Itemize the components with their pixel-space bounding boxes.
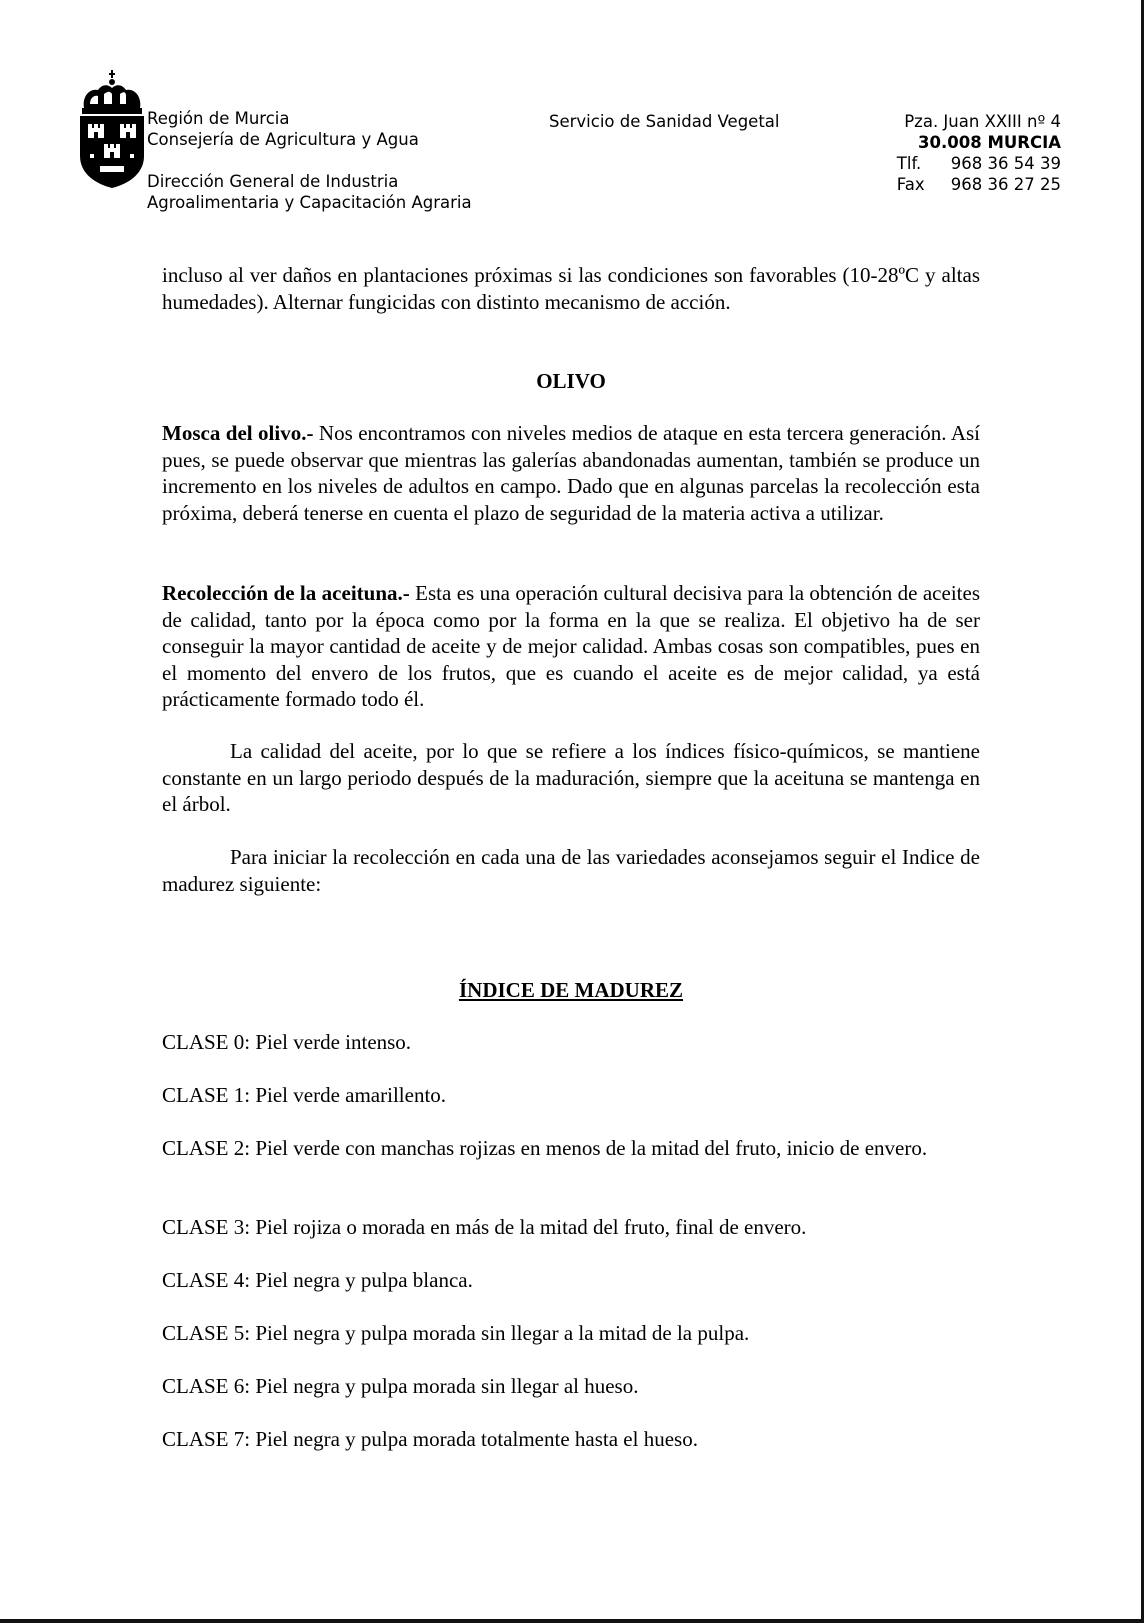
index-title: ÍNDICE DE MADUREZ bbox=[458, 978, 684, 1002]
fax-label: Fax bbox=[896, 175, 925, 194]
clase-item: CLASE 7: Piel negra y pulpa morada totalmente hasta el hueso. bbox=[162, 1427, 698, 1451]
iniciar-paragraph: Para iniciar la recolección en cada una de las variedades aconsejamos seguir el Indice de madurez siguiente: bbox=[162, 845, 980, 896]
mosca-text: Nos encontramos con niveles medios de ataque en esta tercera generación. Así pues, se puede observar que mientras las galerías abandonadas aumentan, también se produce un incremento en los niveles de adultos en campo. Dado que en algunas parcelas la recolección esta próxima, deberá tenerse en cuenta el plazo de seguridad de la materia activa a utilizar. bbox=[162, 421, 981, 525]
address-phone bbox=[897, 153, 1061, 174]
org-line-region: Región de Murcia bbox=[147, 109, 290, 128]
address-street: Pza. Juan XXIII nº 4 bbox=[904, 112, 1061, 131]
clase-item: CLASE 1: Piel verde amarillento. bbox=[162, 1083, 447, 1107]
recoleccion-label: Recolección de la aceituna.- bbox=[162, 581, 410, 605]
mosca-paragraph bbox=[162, 420, 980, 526]
phone-label: Tlf. bbox=[896, 154, 922, 173]
region-crest-logo bbox=[80, 70, 144, 190]
fax-number: 968 36 27 25 bbox=[950, 175, 1061, 194]
clase-item: CLASE 5: Piel negra y pulpa morada sin llegar a la mitad de la pulpa. bbox=[162, 1321, 750, 1345]
address-block bbox=[897, 111, 1061, 195]
service-name: Servicio de Sanidad Vegetal bbox=[549, 112, 780, 131]
organization-block bbox=[147, 108, 472, 213]
directorate-line-1: Dirección General de Industria bbox=[147, 172, 399, 191]
intro-paragraph: incluso al ver daños en plantaciones próximas si las condiciones son favorables (10-28ºC y altas humedades). Alternar fungicidas con distinto mecanismo de acción. bbox=[162, 263, 980, 314]
phone-number: 968 36 54 39 bbox=[950, 154, 1061, 173]
org-line-department: Consejería de Agricultura y Agua bbox=[147, 130, 419, 149]
page-edge-bottom bbox=[0, 1619, 1144, 1623]
directorate-line-2: Agroalimentaria y Capacitación Agraria bbox=[147, 193, 472, 212]
clase-item: CLASE 2: Piel verde con manchas rojizas en menos de la mitad del fruto, inicio de envero. bbox=[162, 1136, 928, 1160]
clase-item: CLASE 6: Piel negra y pulpa morada sin llegar al hueso. bbox=[162, 1374, 639, 1398]
address-city: 30.008 MURCIA bbox=[918, 133, 1061, 152]
section-title: OLIVO bbox=[536, 369, 606, 393]
clase-item: CLASE 4: Piel negra y pulpa blanca. bbox=[162, 1268, 473, 1292]
address-fax bbox=[897, 174, 1061, 195]
clase-item: CLASE 3: Piel rojiza o morada en más de la mitad del fruto, final de envero. bbox=[162, 1215, 807, 1239]
clase-item: CLASE 0: Piel verde intenso. bbox=[162, 1030, 412, 1054]
recoleccion-paragraph bbox=[162, 580, 980, 713]
recoleccion-text: Esta es una operación cultural decisiva para la obtención de aceites de calidad, tanto por la época como por la forma en la que se realiza. El objetivo ha de ser conseguir la mayor cantidad de aceite y de mejor calidad. Ambas cosas son compatibles, pues en el momento del envero de los frutos, que es cuando el aceite es de mejor calidad, ya está prácticamente formado todo él. bbox=[162, 581, 980, 711]
mosca-label: Mosca del olivo.- bbox=[162, 421, 314, 445]
calidad-paragraph: La calidad del aceite, por lo que se refiere a los índices físico-químicos, se mantiene constante en un largo periodo después de la maduración, siempre que la aceituna se mantenga en el árbol. bbox=[162, 739, 980, 816]
